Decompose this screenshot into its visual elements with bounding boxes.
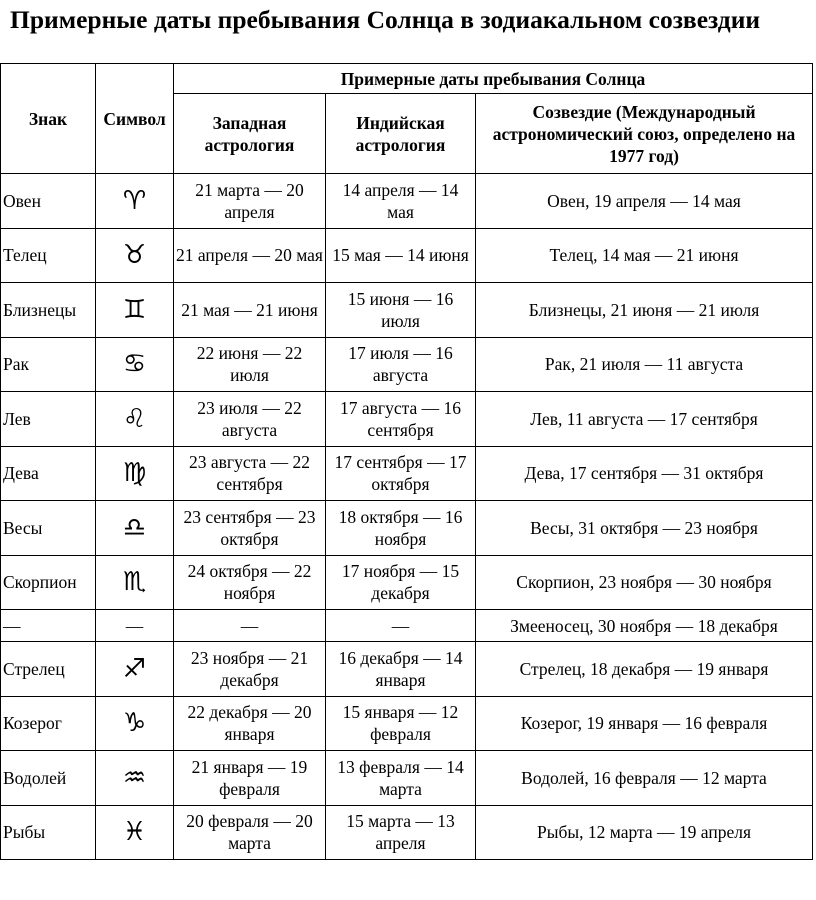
cell-western-dates: — bbox=[174, 610, 326, 642]
cell-sign: Рак bbox=[1, 337, 96, 392]
cell-constellation-dates: Стрелец, 18 декабря — 19 января bbox=[476, 642, 813, 697]
cell-constellation-dates: Близнецы, 21 июня — 21 июля bbox=[476, 283, 813, 338]
table-row bbox=[1, 228, 813, 283]
virgo-icon: ♍︎ bbox=[122, 458, 147, 489]
cell-western-dates: 23 сентября — 23 октября bbox=[174, 501, 326, 556]
libra-icon: ♎︎ bbox=[122, 512, 147, 543]
cell-western-dates: 22 июня — 22 июля bbox=[174, 337, 326, 392]
cell-western-dates: 21 марта — 20 апреля bbox=[174, 174, 326, 229]
cell-symbol bbox=[96, 696, 174, 751]
header-western-astrology: Западная астрология bbox=[174, 94, 326, 174]
table-row bbox=[1, 337, 813, 392]
cell-indian-dates: 17 августа — 16 сентября bbox=[326, 392, 476, 447]
cell-indian-dates: 17 июля — 16 августа bbox=[326, 337, 476, 392]
scorpio-icon: ♏︎ bbox=[122, 567, 147, 598]
cell-sign: Лев bbox=[1, 392, 96, 447]
cell-indian-dates: 17 сентября — 17 октября bbox=[326, 446, 476, 501]
cell-sign: Козерог bbox=[1, 696, 96, 751]
cell-indian-dates: 16 декабря — 14 января bbox=[326, 642, 476, 697]
page-title: Примерные даты пребывания Солнца в зодиакальном созвездии bbox=[10, 5, 761, 34]
cell-western-dates: 23 ноября — 21 декабря bbox=[174, 642, 326, 697]
cell-constellation-dates: Телец, 14 мая — 21 июня bbox=[476, 228, 813, 283]
table-row bbox=[1, 392, 813, 447]
cell-sign: Весы bbox=[1, 501, 96, 556]
table-row bbox=[1, 446, 813, 501]
cell-symbol bbox=[96, 446, 174, 501]
cell-western-dates: 24 октября — 22 ноября bbox=[174, 555, 326, 610]
cell-western-dates: 21 января — 19 февраля bbox=[174, 751, 326, 806]
table-row bbox=[1, 751, 813, 806]
cell-indian-dates: 15 марта — 13 апреля bbox=[326, 805, 476, 860]
cancer-icon: ♋︎ bbox=[122, 349, 147, 380]
cell-indian-dates: 17 ноября — 15 декабря bbox=[326, 555, 476, 610]
cell-constellation-dates: Весы, 31 октября — 23 ноября bbox=[476, 501, 813, 556]
cell-symbol: — bbox=[96, 610, 174, 642]
cell-symbol bbox=[96, 642, 174, 697]
table-row bbox=[1, 283, 813, 338]
cell-symbol bbox=[96, 501, 174, 556]
cell-constellation-dates: Лев, 11 августа — 17 сентября bbox=[476, 392, 813, 447]
zodiac-dates-table bbox=[0, 63, 813, 860]
cell-symbol bbox=[96, 174, 174, 229]
cell-indian-dates: 15 июня — 16 июля bbox=[326, 283, 476, 338]
table-row bbox=[1, 805, 813, 860]
cell-constellation-dates: Змееносец, 30 ноября — 18 декабря bbox=[476, 610, 813, 642]
cell-sign: — bbox=[1, 610, 96, 642]
cell-sign: Скорпион bbox=[1, 555, 96, 610]
cell-western-dates: 23 июля — 22 августа bbox=[174, 392, 326, 447]
cell-symbol bbox=[96, 283, 174, 338]
leo-icon: ♌︎ bbox=[122, 403, 147, 434]
table-row bbox=[1, 610, 813, 642]
cell-symbol bbox=[96, 555, 174, 610]
table-row bbox=[1, 501, 813, 556]
cell-indian-dates: 18 октября — 16 ноября bbox=[326, 501, 476, 556]
cell-indian-dates: 15 мая — 14 июня bbox=[326, 228, 476, 283]
cell-sign: Близнецы bbox=[1, 283, 96, 338]
cell-western-dates: 21 апреля — 20 мая bbox=[174, 228, 326, 283]
cell-western-dates: 23 августа — 22 сентября bbox=[174, 446, 326, 501]
cell-indian-dates: 14 апреля — 14 мая bbox=[326, 174, 476, 229]
cell-symbol bbox=[96, 392, 174, 447]
capricorn-icon: ♑︎ bbox=[122, 708, 147, 739]
taurus-icon: ♉︎ bbox=[122, 240, 147, 271]
cell-indian-dates: 13 февраля — 14 марта bbox=[326, 751, 476, 806]
cell-constellation-dates: Скорпион, 23 ноября — 30 ноября bbox=[476, 555, 813, 610]
cell-constellation-dates: Рак, 21 июля — 11 августа bbox=[476, 337, 813, 392]
aries-icon: ♈︎ bbox=[122, 185, 147, 216]
header-sun-dates-group: Примерные даты пребывания Солнца bbox=[174, 64, 813, 94]
cell-western-dates: 21 мая — 21 июня bbox=[174, 283, 326, 338]
table-row bbox=[1, 174, 813, 229]
header-symbol: Символ bbox=[96, 64, 174, 174]
cell-symbol bbox=[96, 805, 174, 860]
cell-sign: Стрелец bbox=[1, 642, 96, 697]
cell-constellation-dates: Рыбы, 12 марта — 19 апреля bbox=[476, 805, 813, 860]
header-sign: Знак bbox=[1, 64, 96, 174]
cell-symbol bbox=[96, 337, 174, 392]
cell-constellation-dates: Овен, 19 апреля — 14 мая bbox=[476, 174, 813, 229]
cell-sign: Овен bbox=[1, 174, 96, 229]
cell-sign: Рыбы bbox=[1, 805, 96, 860]
table-row bbox=[1, 555, 813, 610]
table-row bbox=[1, 642, 813, 697]
cell-constellation-dates: Козерог, 19 января — 16 февраля bbox=[476, 696, 813, 751]
cell-constellation-dates: Водолей, 16 февраля — 12 марта bbox=[476, 751, 813, 806]
cell-constellation-dates: Дева, 17 сентября — 31 октября bbox=[476, 446, 813, 501]
cell-sign: Телец bbox=[1, 228, 96, 283]
gemini-icon: ♊︎ bbox=[122, 294, 147, 325]
aquarius-icon: ♒︎ bbox=[122, 762, 147, 793]
sagittarius-icon: ♐︎ bbox=[122, 653, 147, 684]
table-row bbox=[1, 696, 813, 751]
cell-symbol bbox=[96, 228, 174, 283]
cell-sign: Водолей bbox=[1, 751, 96, 806]
cell-symbol bbox=[96, 751, 174, 806]
cell-indian-dates: 15 января — 12 февраля bbox=[326, 696, 476, 751]
header-constellation-iau: Созвездие (Международный астрономический союз, определено на 1977 год) bbox=[476, 94, 813, 174]
cell-sign: Дева bbox=[1, 446, 96, 501]
header-indian-astrology: Индийская астрология bbox=[326, 94, 476, 174]
cell-western-dates: 22 декабря — 20 января bbox=[174, 696, 326, 751]
cell-indian-dates: — bbox=[326, 610, 476, 642]
pisces-icon: ♓︎ bbox=[122, 817, 147, 848]
cell-western-dates: 20 февраля — 20 марта bbox=[174, 805, 326, 860]
